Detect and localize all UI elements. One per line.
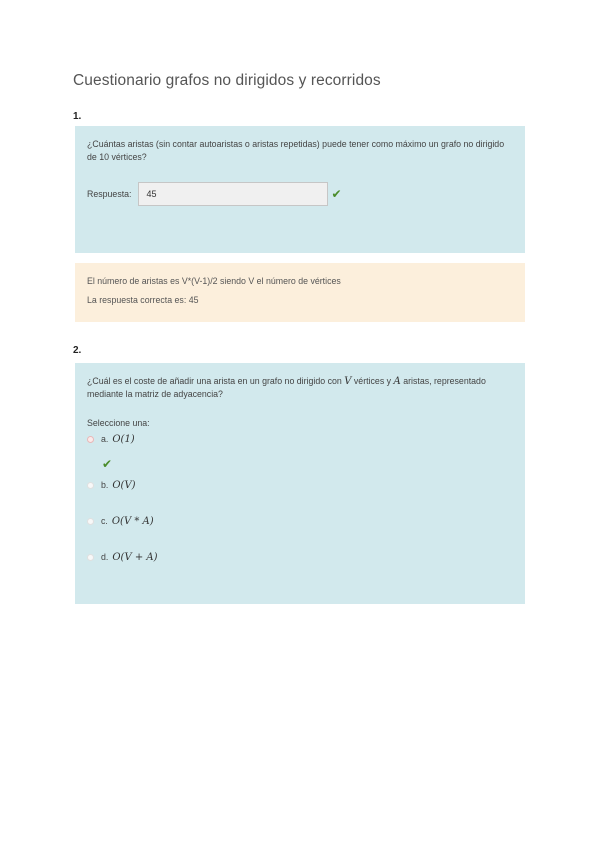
option-a[interactable]: a. O(1) — [87, 432, 513, 446]
option-b[interactable]: b. O(V) — [87, 478, 513, 492]
answer-row — [87, 182, 513, 206]
radio-button[interactable] — [87, 554, 94, 561]
math-var-v: V — [344, 376, 352, 387]
option-math: O(V + A) — [112, 551, 158, 563]
feedback-box — [75, 263, 525, 322]
answer-label: Respuesta: — [87, 188, 132, 199]
check-icon: ✔ — [331, 186, 342, 201]
math-var-a: A — [393, 376, 401, 387]
question-number: 2. — [73, 345, 82, 356]
check-icon: ✔ — [102, 457, 113, 471]
option-math: O(V) — [112, 479, 136, 491]
option-math: O(V * A) — [111, 515, 154, 527]
question-text: ¿Cuántas aristas (sin contar autoaristas o aristas repetidas) puede tener como máximo un grafo no dirigido de 10 vértices? — [87, 139, 505, 162]
feedback-explanation: El número de aristas es V*(V-1)/2 siendo V el número de vértices — [87, 276, 341, 286]
option-c[interactable]: c. O(V * A) — [87, 514, 513, 528]
page-title: Cuestionario grafos no dirigidos y recorridos — [73, 72, 381, 89]
feedback-correct-answer: La respuesta correcta es: 45 — [87, 295, 199, 305]
question-box-1 — [75, 126, 525, 253]
answer-input[interactable]: 45 — [138, 182, 328, 206]
option-d[interactable]: d. O(V + A) — [87, 550, 513, 564]
option-math: O(1) — [112, 433, 135, 445]
question-number: 1. — [73, 111, 82, 122]
select-label: Seleccione una: — [87, 418, 150, 428]
radio-button[interactable] — [87, 482, 94, 489]
radio-button[interactable] — [87, 518, 94, 525]
radio-button[interactable] — [87, 436, 94, 443]
question-text: ¿Cuál es el coste de añadir una arista en un grafo no dirigido con V vértices y A aristas, representado mediante la matriz de adyacencia? — [87, 376, 486, 399]
question-box-2 — [75, 363, 525, 604]
